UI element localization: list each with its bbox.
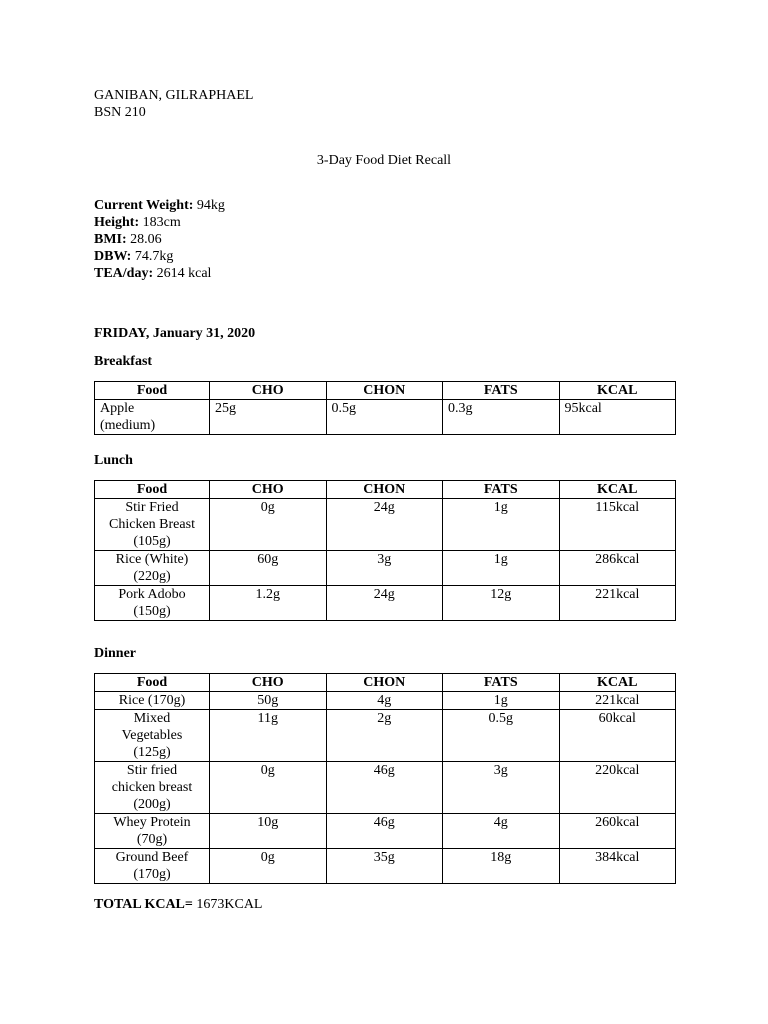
header-chon: CHON [326, 382, 443, 400]
lunch-heading: Lunch [94, 453, 133, 468]
cho-cell: 0g [210, 849, 327, 884]
header-kcal: KCAL [559, 674, 676, 692]
fats-cell: 4g [443, 814, 560, 849]
fats-cell: 18g [443, 849, 560, 884]
chon-cell: 24g [326, 586, 443, 621]
table-row [95, 849, 676, 884]
lunch-table [94, 480, 676, 621]
food-cell: Stir fried chicken breast (200g) [95, 762, 210, 814]
cho-cell: 0g [210, 762, 327, 814]
document-title: 3-Day Food Diet Recall [316, 153, 452, 168]
kcal-cell: 115kcal [559, 499, 676, 551]
table-row [95, 814, 676, 849]
table-header-row [95, 382, 676, 400]
header-cho: CHO [210, 481, 327, 499]
total-kcal [94, 896, 263, 913]
food-cell: Pork Adobo (150g) [95, 586, 210, 621]
table-row [95, 499, 676, 551]
patient-stats [94, 197, 225, 282]
fats-cell: 1g [443, 692, 560, 710]
table-row [95, 551, 676, 586]
kcal-cell: 384kcal [559, 849, 676, 884]
student-course: BSN 210 [94, 105, 146, 120]
header-food: Food [95, 382, 210, 400]
total-label: TOTAL KCAL= [94, 897, 193, 912]
chon-cell: 46g [326, 814, 443, 849]
cho-cell: 10g [210, 814, 327, 849]
kcal-cell: 221kcal [559, 692, 676, 710]
table-row [95, 710, 676, 762]
kcal-cell: 60kcal [559, 710, 676, 762]
chon-cell: 35g [326, 849, 443, 884]
stat-dbw: DBW: 74.7kg [94, 249, 174, 264]
table-row [95, 692, 676, 710]
cho-cell: 0g [210, 499, 327, 551]
fats-cell: 0.5g [443, 710, 560, 762]
table-row [95, 762, 676, 814]
food-cell: Stir Fried Chicken Breast (105g) [95, 499, 210, 551]
food-cell: Mixed Vegetables (125g) [95, 710, 210, 762]
cho-cell: 11g [210, 710, 327, 762]
header-fats: FATS [443, 382, 560, 400]
student-info [94, 87, 253, 121]
breakfast-heading: Breakfast [94, 354, 153, 369]
fats-cell: 3g [443, 762, 560, 814]
table-header-row [95, 674, 676, 692]
cho-cell: 25g [210, 400, 327, 435]
header-fats: FATS [443, 674, 560, 692]
fats-cell: 12g [443, 586, 560, 621]
fats-cell: 1g [443, 499, 560, 551]
stat-height: Height: 183cm [94, 215, 181, 230]
chon-cell: 3g [326, 551, 443, 586]
cho-cell: 50g [210, 692, 327, 710]
header-food: Food [95, 481, 210, 499]
header-cho: CHO [210, 382, 327, 400]
food-cell: Rice (White) (220g) [95, 551, 210, 586]
header-cho: CHO [210, 674, 327, 692]
kcal-cell: 95kcal [559, 400, 676, 435]
breakfast-table [94, 381, 676, 435]
stat-tea: TEA/day: 2614 kcal [94, 266, 212, 281]
chon-cell: 2g [326, 710, 443, 762]
table-row [95, 586, 676, 621]
cho-cell: 60g [210, 551, 327, 586]
chon-cell: 0.5g [326, 400, 443, 435]
header-kcal: KCAL [559, 481, 676, 499]
fats-cell: 1g [443, 551, 560, 586]
stat-current-weight: Current Weight: 94kg [94, 198, 225, 213]
food-cell: Whey Protein (70g) [95, 814, 210, 849]
fats-cell: 0.3g [443, 400, 560, 435]
header-fats: FATS [443, 481, 560, 499]
header-chon: CHON [326, 674, 443, 692]
kcal-cell: 221kcal [559, 586, 676, 621]
header-food: Food [95, 674, 210, 692]
header-chon: CHON [326, 481, 443, 499]
table-row [95, 400, 676, 435]
dinner-heading: Dinner [94, 646, 136, 661]
table-header-row [95, 481, 676, 499]
kcal-cell: 260kcal [559, 814, 676, 849]
kcal-cell: 286kcal [559, 551, 676, 586]
day-heading: FRIDAY, January 31, 2020 [94, 326, 256, 341]
stat-bmi: BMI: 28.06 [94, 232, 162, 247]
food-cell: Rice (170g) [95, 692, 210, 710]
chon-cell: 4g [326, 692, 443, 710]
cho-cell: 1.2g [210, 586, 327, 621]
student-name: GANIBAN, GILRAPHAEL [94, 88, 254, 103]
total-value: 1673KCAL [192, 897, 263, 912]
food-cell: Ground Beef (170g) [95, 849, 210, 884]
chon-cell: 24g [326, 499, 443, 551]
kcal-cell: 220kcal [559, 762, 676, 814]
dinner-table [94, 673, 676, 884]
header-kcal: KCAL [559, 382, 676, 400]
chon-cell: 46g [326, 762, 443, 814]
food-cell: Apple (medium) [95, 400, 210, 435]
